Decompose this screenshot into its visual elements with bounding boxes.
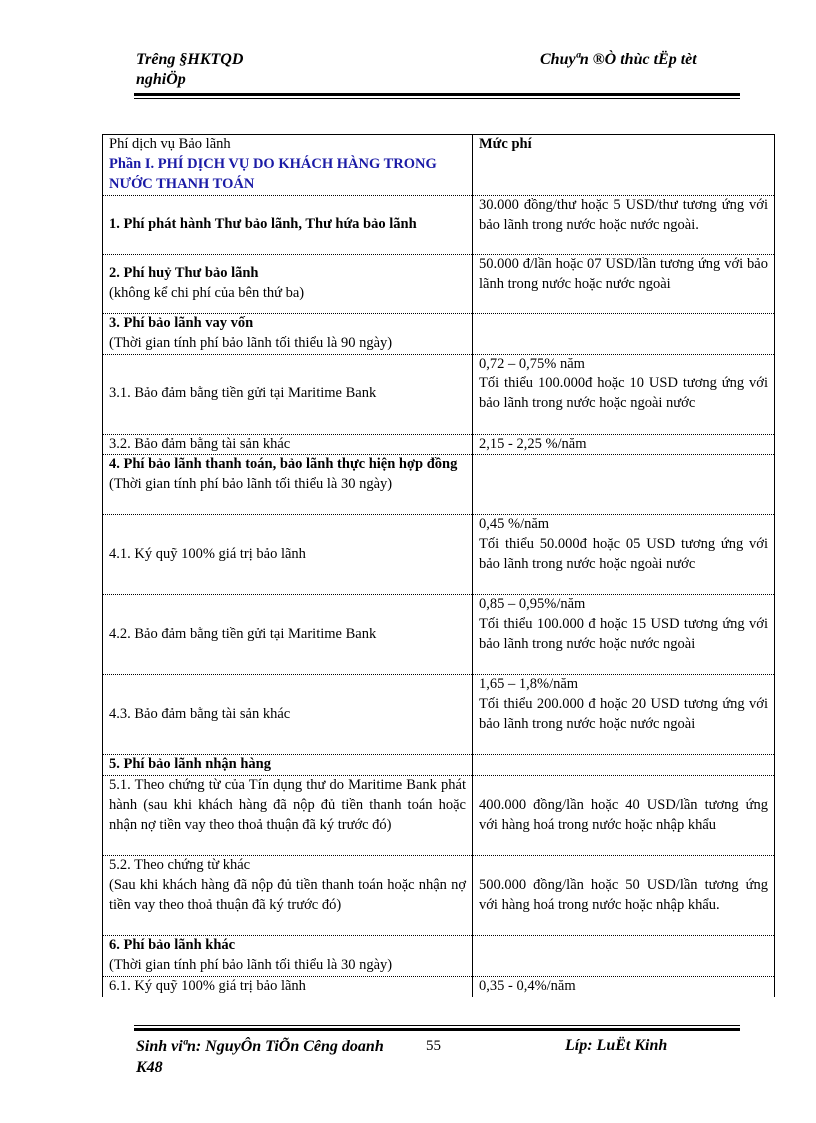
row-label: 3. Phí bảo lãnh vay vốn (109, 315, 254, 331)
footer-student: Sinh viªn: NguyÔn TiÕn Cêng doanh K48 (136, 1038, 384, 1076)
row-fee: 2,15 - 2,25 %/năm (473, 434, 775, 455)
row-fee-rate: 0,85 – 0,95%/năm (479, 596, 586, 613)
row-fee: 30.000 đồng/thư hoặc 5 USD/thư tương ứng với bảo lãnh trong nước hoặc nước ngoài. (473, 196, 775, 255)
header-school-line2: nghiÖp (136, 71, 186, 88)
row-label: 4.2. Bảo đảm bằng tiền gửi tại Maritime Bank (103, 595, 473, 675)
row-fee: 0,35 - 0,4%/năm (473, 976, 775, 996)
row-fee: 400.000 đồng/lần hoặc 40 USD/lần tương ứng với hàng hoá trong nước hoặc nhập khẩu (473, 776, 775, 856)
footer-rule-thin (134, 1025, 740, 1026)
table-row (103, 455, 775, 515)
row-fee-rate: 0,72 – 0,75% năm (479, 355, 585, 372)
col2-title: Mức phí (473, 135, 775, 196)
table-row (103, 255, 775, 314)
row-fee (473, 936, 775, 977)
footer-rule-thick (134, 1028, 740, 1031)
header-title: Chuyªn ®Ò thùc tËp tèt (540, 51, 697, 68)
row-label: 3.1. Bảo đảm bằng tiền gửi tại Maritime Bank (103, 354, 473, 434)
row-fee (473, 755, 775, 776)
table-row (103, 515, 775, 595)
section-title: Phần I. PHÍ DỊCH VỤ DO KHÁCH HÀNG TRONG NƯỚC THANH TOÁN (109, 155, 437, 192)
table-row (103, 675, 775, 755)
row-label: 2. Phí huỷ Thư bảo lãnh (109, 265, 259, 282)
table-row (103, 976, 775, 996)
row-label: 5. Phí bảo lãnh nhận hàng (103, 755, 473, 776)
row-fee-rate: 1,65 – 1,8%/năm (479, 676, 579, 693)
table-row (103, 595, 775, 675)
row-fee-rate: 0,45 %/năm (479, 516, 550, 533)
row-fee: 50.000 đ/lần hoặc 07 USD/lần tương ứng với bảo lãnh trong nước hoặc nước ngoài (473, 255, 775, 314)
col1-title: Phí dịch vụ Bảo lãnh (109, 136, 231, 152)
row-label: 5.1. Theo chứng từ của Tín dụng thư do Maritime Bank phát hành (sau khi khách hàng đã nộp đủ tiền thanh toán hoặc nhận nợ tiền vay theo thoả thuận đã ký trước đó) (103, 776, 473, 856)
fee-table (102, 134, 775, 997)
table-row (103, 354, 775, 434)
table-row (103, 314, 775, 355)
row-label: 3.2. Bảo đảm bằng tài sản khác (103, 434, 473, 455)
header-rule-thin (134, 98, 740, 99)
table-row (103, 856, 775, 936)
row-fee: Tối thiểu 100.000 đ hoặc 15 USD tương ứng với bảo lãnh trong nước hoặc nước ngoài (479, 616, 768, 652)
row-label: 6.1. Ký quỹ 100% giá trị bảo lãnh (103, 976, 473, 996)
row-note: (không kể chi phí của bên thứ ba) (109, 285, 305, 301)
table-row (103, 434, 775, 455)
header-rule-thick (134, 93, 740, 96)
table-row (103, 755, 775, 776)
row-fee: Tối thiểu 200.000 đ hoặc 20 USD tương ứng với bảo lãnh trong nước hoặc nước ngoài (479, 696, 768, 732)
row-note: (Thời gian tính phí bảo lãnh tối thiểu là 90 ngày) (109, 334, 393, 351)
row-label: 4.1. Ký quỹ 100% giá trị bảo lãnh (103, 515, 473, 595)
row-note: (Thời gian tính phí bảo lãnh tối thiểu là 30 ngày) (109, 476, 393, 493)
row-note: (Thời gian tính phí bảo lãnh tối thiểu là 30 ngày) (109, 956, 393, 973)
row-label: 6. Phí bảo lãnh khác (109, 937, 236, 954)
row-label: 5.2. Theo chứng từ khác (109, 857, 251, 874)
row-fee: Tối thiểu 100.000đ hoặc 10 USD tương ứng với bảo lãnh trong nước hoặc ngoài nước (479, 375, 768, 412)
header-school-line1: Trêng §HKTQD (136, 51, 244, 68)
table-row (103, 776, 775, 856)
row-fee (473, 455, 775, 515)
page-number: 55 (426, 1038, 441, 1054)
row-label: 4. Phí bảo lãnh thanh toán, bảo lãnh thực hiện hợp đồng (109, 456, 458, 473)
footer-class: Líp: LuËt Kinh (565, 1037, 668, 1054)
table-head-row (103, 135, 775, 196)
header-school (136, 50, 316, 90)
row-fee: Tối thiểu 50.000đ hoặc 05 USD tương ứng với bảo lãnh trong nước hoặc ngoài nước (479, 536, 768, 572)
row-label: 4.3. Bảo đảm bằng tài sản khác (103, 675, 473, 755)
row-label: 1. Phí phát hành Thư bảo lãnh, Thư hứa bảo lãnh (103, 196, 473, 255)
table-row (103, 196, 775, 255)
table-row (103, 936, 775, 977)
row-fee (473, 314, 775, 355)
row-fee: 500.000 đồng/lần hoặc 50 USD/lần tương ứng với hàng hoá trong nước hoặc nhập khẩu. (473, 856, 775, 936)
row-note: (Sau khi khách hàng đã nộp đủ tiền thanh toán hoặc nhận nợ tiền vay theo thoả thuận đã ký trước đó) (109, 876, 466, 913)
